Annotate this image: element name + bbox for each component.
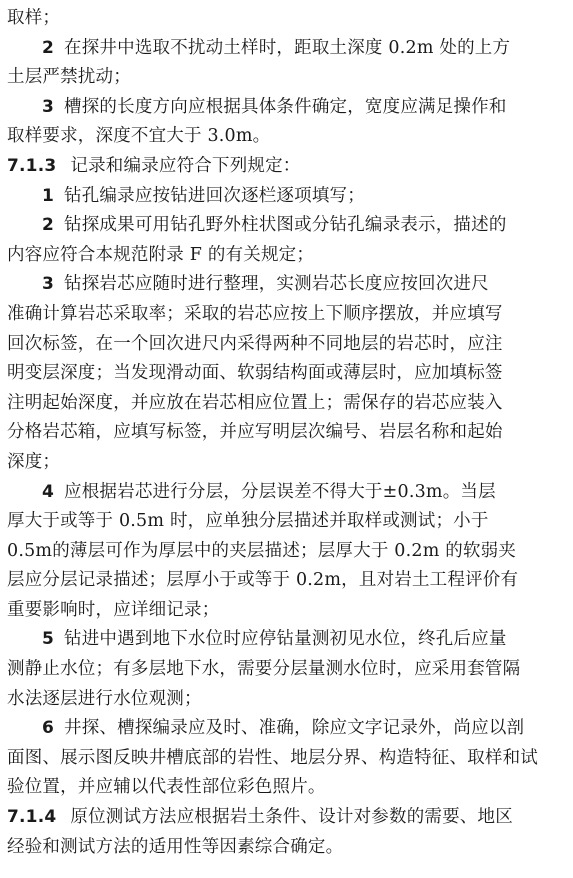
line-text: 钻孔编录应按钻进回次逐栏逐项填写； [64,185,365,206]
list-item [7,93,569,123]
item-number: 1 [42,185,55,206]
text-line [7,122,569,152]
list-item [7,211,569,241]
text-line [7,655,569,685]
line-text: 钻探岩芯应随时进行整理，实测岩芯长度应按回次进尺 [64,274,489,295]
item-number: 3 [42,274,55,295]
list-item [7,478,569,508]
line-text: 经验和测试方法的适用性等因素综合确定。 [7,836,344,857]
clause-heading [7,803,569,833]
line-text: 面图、展示图反映井槽底部的岩性、地层分界、构造特征、取样和试 [7,747,538,768]
text-line [7,300,569,330]
list-item [7,34,569,64]
list-item [7,714,569,744]
line-text: 厚大于或等于 0.5m 时，应单独分层描述并取样或测试；小于 [7,511,489,532]
line-text: 验位置，并应辅以代表性部位彩色照片。 [7,777,326,798]
item-number: 2 [42,37,55,58]
text-line [7,389,569,419]
line-text: 土层严禁扰动； [7,67,131,88]
text-line [7,537,569,567]
line-text: 取样要求，深度不宜大于 3.0m。 [7,126,271,147]
text-line [7,833,569,863]
clause-number: 7.1.3 [7,155,57,176]
item-number: 4 [42,481,55,502]
clause-heading [7,152,569,182]
line-text: 0.5m的薄层可作为厚层中的夹层描述；层厚大于 0.2m 的软弱夹 [7,540,517,561]
line-text: 重要影响时，应详细记录； [7,599,220,620]
text-line [7,773,569,803]
line-text: 记录和编录应符合下列规定： [70,155,301,176]
text-line [7,448,569,478]
line-text: 取样； [7,8,61,28]
text-line [7,685,569,715]
line-text: 水法逐层进行水位观测； [7,688,202,709]
item-number: 5 [42,629,55,650]
line-text: 准确计算岩芯采取率；采取的岩芯应按上下顺序摆放，并应填写 [7,303,503,324]
line-text: 注明起始深度，并应放在岩芯相应位置上；需保存的岩芯应装入 [7,392,503,413]
line-text: 深度； [7,451,61,472]
text-line [7,4,569,34]
line-text: 原位测试方法应根据岩土条件、设计对参数的需要、地区 [70,807,513,828]
list-item [7,625,569,655]
text-line [7,744,569,774]
line-text: 测静止水位；有多层地下水，需要分层量测水位时，应采用套管隔 [7,659,521,680]
line-text: 在探井中选取不扰动土样时，距取土深度 0.2m 处的上方 [64,37,511,58]
text-line [7,596,569,626]
line-text: 层应分层记录描述；层厚小于或等于 0.2m，且对岩土工程评价有 [7,570,519,591]
text-line [7,566,569,596]
list-item [7,182,569,212]
item-number: 6 [42,718,55,739]
list-item [7,270,569,300]
item-number: 3 [42,96,55,117]
line-text: 分格岩芯箱，应填写标签，并应写明层次编号、岩层名称和起始 [7,422,503,443]
text-line [7,507,569,537]
text-line [7,359,569,389]
line-text: 内容应符合本规范附录 F 的有关规定； [7,244,315,265]
line-text: 应根据岩芯进行分层，分层误差不得大于±0.3m。当层 [64,481,496,502]
text-line [7,418,569,448]
text-line [7,330,569,360]
item-number: 2 [42,215,55,236]
clause-number: 7.1.4 [7,807,57,828]
line-text: 明变层深度；当发现滑动面、软弱结构面或薄层时，应加填标签 [7,363,503,384]
line-text: 钻进中遇到地下水位时应停钻量测初见水位，终孔后应量 [64,629,507,650]
line-text: 井探、槽探编录应及时、准确，除应文字记录外，尚应以剖 [64,718,525,739]
line-text: 钻探成果可用钻孔野外柱状图或分钻孔编录表示，描述的 [64,215,507,236]
text-line [7,241,569,271]
line-text: 回次标签，在一个回次进尺内采得两种不同地层的岩芯时，应注 [7,333,503,354]
line-text: 槽探的长度方向应根据具体条件确定，宽度应满足操作和 [64,96,507,117]
text-line [7,63,569,93]
